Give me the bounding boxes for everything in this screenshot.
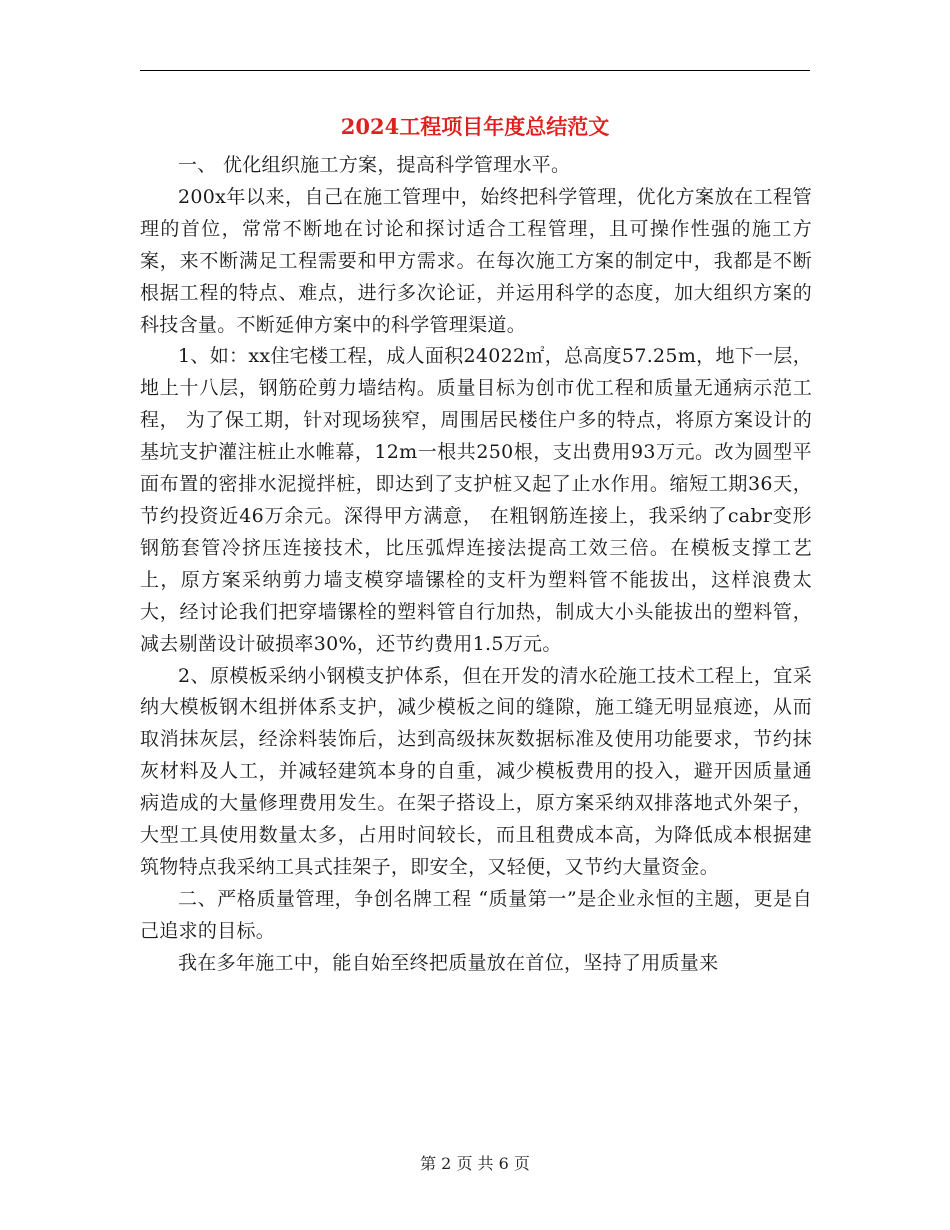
body-paragraph: 2、原模板采纳小钢模支护体系，但在开发的清水砼施工技术工程上，宜采纳大模板钢木组拼体系支护，减少模板之间的缝隙，施工缝无明显痕迹，从而取消抹灰层，经涂料装饰后，达到高级抹灰数据标准及使用功能要求，节约抹灰材料及人工，并减轻建筑本身的自重，减少模板费用的投入，避开因质量通病造成的大量修理费用发生。在架子搭设上，原方案采纳双排落地式外架子，大型工具使用数量太多，占用时间较长，而且租费成本高，为降低成本根据建筑物特点我采纳工具式挂架子，即安全，又轻便，又节约大量资金。 bbox=[140, 664, 812, 878]
body-paragraph: 1、如：xx住宅楼工程，成人面积24022㎡，总高度57.25m，地下一层，地上十八层，钢筋砼剪力墙结构。质量目标为创市优工程和质量无通病示范工程， 为了保工期，针对现场狭窄，周围居民楼住户多的特点，将原方案设计的基坑支护灌注桩止水帷幕，12m一根共250根，支出费用93万元。改为圆型平面布置的密排水泥搅拌桩，即达到了支护桩又起了止水作用。缩短工期36天，节约投资近46万余元。深得甲方满意， 在粗钢筋连接上，我采纳了cabr变形钢筋套管冷挤压连接技术，比压弧焊连接法提高工效三倍。在模板支撑工艺上，原方案采纳剪力墙支模穿墙镙栓的支杆为塑料管不能拔出，这样浪费太大，经讨论我们把穿墙镙栓的塑料管自行加热，制成大小头能拔出的塑料管，减去剔凿设计破损率30%，还节约费用1.5万元。 bbox=[140, 345, 812, 655]
section-heading-1: 一、 优化组织施工方案，提高科学管理水平。 bbox=[178, 154, 571, 176]
document-body bbox=[140, 150, 812, 980]
section-heading-2: 二、严格质量管理，争创名牌工程 “质量第一”是企业永恒的主题，更是自己追求的目标。 bbox=[140, 887, 812, 942]
body-paragraph: 我在多年施工中，能自始至终把质量放在首位，坚持了用质量来 bbox=[178, 951, 719, 974]
header-rule bbox=[140, 70, 810, 71]
body-paragraph: 200x年以来，自己在施工管理中，始终把科学管理，优化方案放在工程管理的首位，常常不断地在讨论和探讨适合工程管理，且可操作性强的施工方案，来不断满足工程需要和甲方需求。在每次施工方案的制定中，我都是不断根据工程的特点、难点，进行多次论证，并运用科学的态度，加大组织方案的科技含量。不断延伸方案中的科学管理渠道。 bbox=[140, 185, 812, 336]
page-number-footer: 第 2 页 共 6 页 bbox=[420, 1154, 530, 1173]
document-title: 2024工程项目年度总结范文 bbox=[340, 114, 610, 139]
